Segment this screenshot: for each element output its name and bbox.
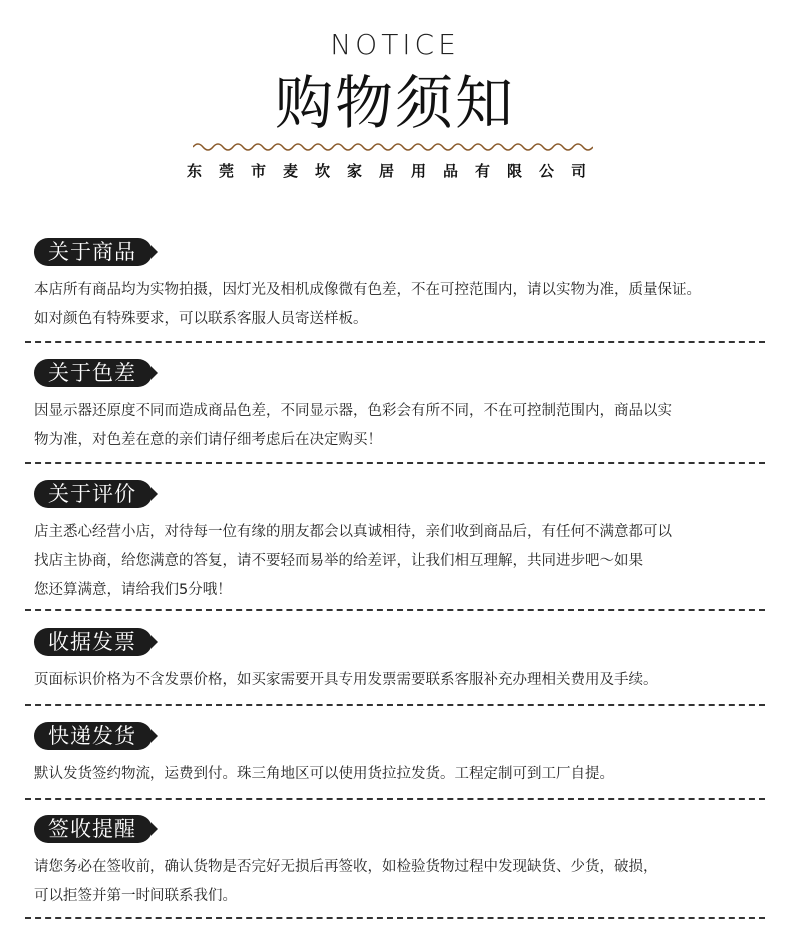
- section-line: 如对颜色有特殊要求，可以联系客服人员寄送样板。: [34, 311, 368, 327]
- section-receipt-reminder: [34, 815, 774, 911]
- dashed-divider: [25, 704, 765, 706]
- section-shipping: [34, 722, 774, 789]
- section-line: 默认发货签约物流，运费到付。珠三角地区可以使用货拉拉发货。工程定制可到工厂自提。: [34, 766, 614, 782]
- dashed-divider: [25, 798, 765, 800]
- section-label: 关于评价: [34, 480, 152, 508]
- section-label: 收据发票: [34, 628, 152, 656]
- section-invoice: [34, 628, 774, 695]
- section-line: 因显示器还原度不同而造成商品色差，不同显示器，色彩会有所不同，不在可控制范围内，商品以实: [34, 403, 672, 419]
- section-line: 可以拒签并第一时间联系我们。: [34, 888, 237, 904]
- section-label: 签收提醒: [34, 815, 152, 843]
- section-body: [34, 397, 774, 455]
- dashed-divider: [25, 609, 765, 611]
- section-about-products: [34, 238, 774, 334]
- section-line: 找店主协商，给您满意的答复，请不要轻而易举的给差评，让我们相互理解，共同进步吧～如果: [34, 553, 643, 569]
- dashed-divider: [25, 917, 765, 919]
- section-body: [34, 276, 774, 334]
- section-body: [34, 760, 774, 789]
- section-line: 物为准，对色差在意的亲们请仔细考虑后在决定购买！: [34, 432, 382, 448]
- section-about-reviews: [34, 480, 774, 605]
- section-body: [34, 853, 774, 911]
- section-line: 页面标识价格为不含发票价格，如买家需要开具专用发票需要联系客服补充办理相关费用及手续。: [34, 672, 658, 688]
- section-label: 关于色差: [34, 359, 152, 387]
- section-label: 关于商品: [34, 238, 152, 266]
- section-label: 快递发货: [34, 722, 152, 750]
- section-body: [34, 518, 774, 605]
- section-body: [34, 666, 774, 695]
- notice-heading: NOTICE: [330, 28, 460, 61]
- section-line: 请您务必在签收前，确认货物是否完好无损后再签收，如检验货物过程中发现缺货、少货，破损，: [34, 859, 658, 875]
- section-about-color: [34, 359, 774, 455]
- section-line: 本店所有商品均为实物拍摄，因灯光及相机成像微有色差，不在可控范围内，请以实物为准，质量保证。: [34, 282, 701, 298]
- wave-divider: [193, 140, 593, 154]
- section-line: 您还算满意，请给我们5分哦！: [34, 582, 232, 598]
- section-line: 店主悉心经营小店，对待每一位有缘的朋友都会以真诚相待，亲们收到商品后，有任何不满意都可以: [34, 524, 672, 540]
- dashed-divider: [25, 341, 765, 343]
- dashed-divider: [25, 462, 765, 464]
- page-title: 购物须知: [274, 69, 515, 137]
- company-name: 东莞市麦坎家居用品有限公司: [186, 162, 603, 180]
